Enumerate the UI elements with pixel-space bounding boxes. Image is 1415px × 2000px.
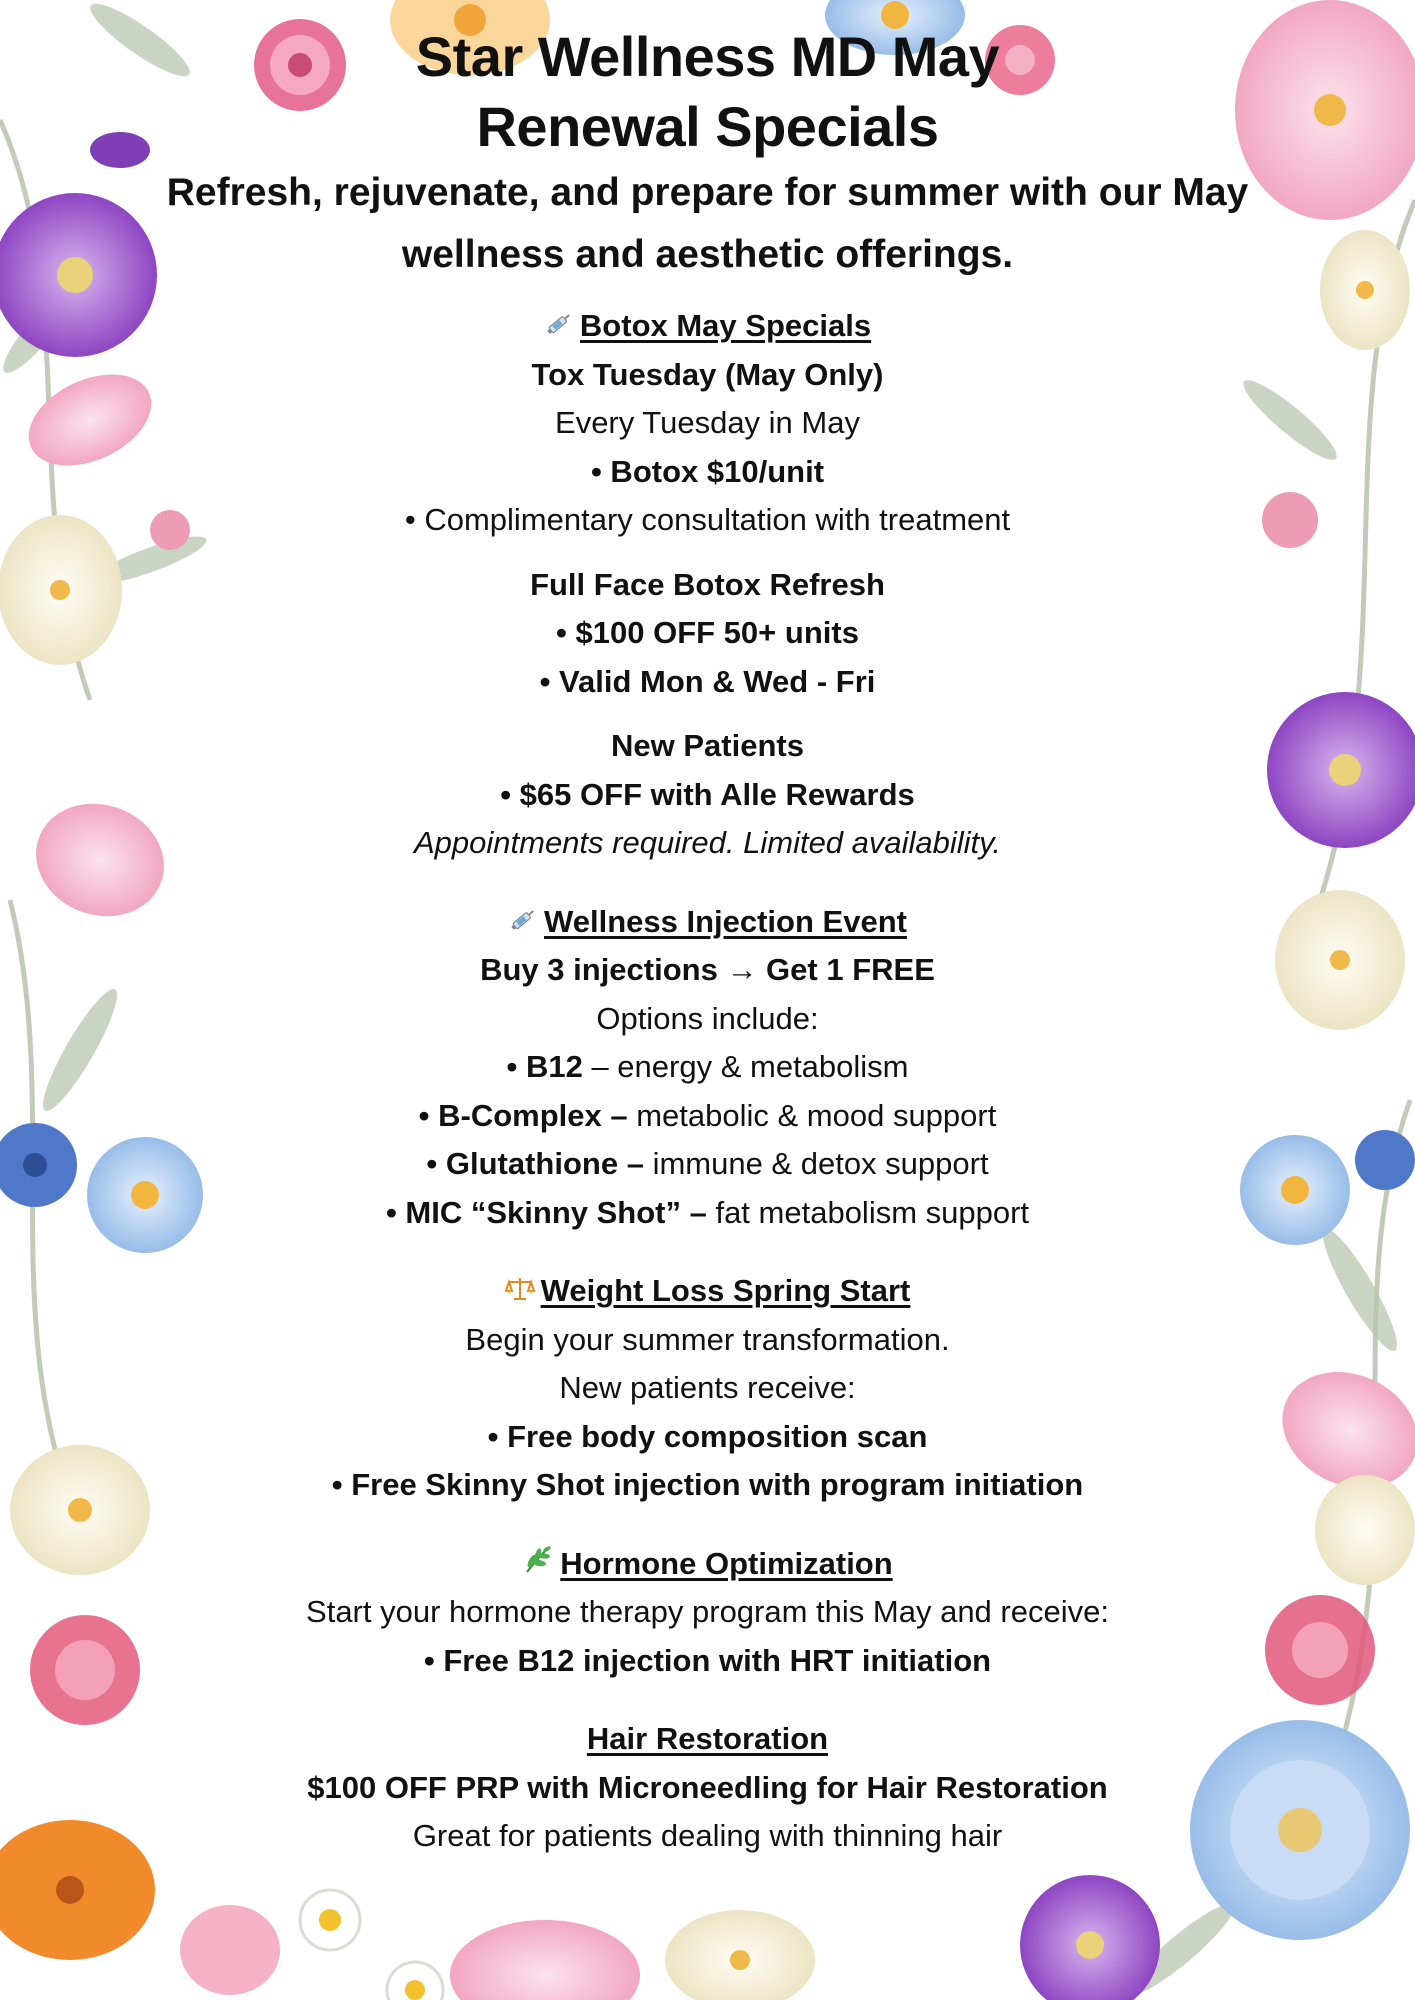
weight-loss-perk-1: • Free body composition scan [487, 1418, 928, 1454]
wellness-option [140, 1092, 1275, 1141]
title-line-2: Renewal Specials [476, 95, 939, 158]
wellness-offer: Buy 3 injections → Get 1 FREE [480, 952, 935, 987]
botox-heading [140, 302, 1275, 351]
option-name: • MIC “Skinny Shot” – [385, 1194, 707, 1230]
weight-loss-line-1: Begin your summer transformation. [465, 1321, 950, 1357]
weight-loss-section [140, 1267, 1275, 1510]
hair-section [140, 1715, 1275, 1861]
subtitle-line-2: wellness and aesthetic offerings. [401, 233, 1014, 276]
herb-icon [522, 1540, 554, 1589]
hormone-heading-text: Hormone Optimization [560, 1545, 893, 1581]
tox-tuesday-when: Every Tuesday in May [555, 405, 860, 440]
wellness-option [140, 1043, 1275, 1092]
tox-tuesday-price: • Botox $10/unit [590, 453, 825, 489]
wellness-section [140, 898, 1275, 1238]
new-patients-offer: • $65 OFF with Alle Rewards [500, 776, 915, 812]
hormone-perk-1: • Free B12 injection with HRT initiation [423, 1642, 992, 1678]
option-name: • B-Complex – [418, 1097, 628, 1133]
page-subtitle [140, 162, 1275, 286]
option-desc: – energy & metabolism [582, 1049, 909, 1084]
option-name: • B12 [506, 1049, 583, 1084]
option-name: • Glutathione – [426, 1146, 644, 1181]
full-face-valid: • Valid Mon & Wed - Fri [539, 663, 876, 699]
hair-heading: Hair Restoration [586, 1721, 829, 1756]
option-desc: metabolic & mood support [627, 1097, 997, 1133]
appointments-note: Appointments required. Limited availability. [413, 825, 1001, 860]
flyer-content [140, 22, 1275, 1861]
new-patients-title: New Patients [611, 728, 804, 763]
syringe-icon [544, 302, 574, 351]
hormone-line-1: Start your hormone therapy program this May and receive: [306, 1594, 1109, 1629]
hair-offer: $100 OFF PRP with Microneedling for Hair Restoration [307, 1769, 1108, 1805]
hormone-heading [140, 1540, 1275, 1589]
botox-section [140, 302, 1275, 868]
option-desc: immune & detox support [643, 1146, 989, 1181]
page-title [140, 22, 1275, 162]
weight-loss-heading-text: Weight Loss Spring Start [540, 1273, 911, 1308]
wellness-heading-text: Wellness Injection Event [544, 903, 907, 939]
wellness-option [140, 1189, 1275, 1238]
hormone-section [140, 1540, 1275, 1686]
weight-loss-perk-2: • Free Skinny Shot injection with program initiation [331, 1467, 1084, 1502]
tox-tuesday-title: Tox Tuesday (May Only) [531, 356, 884, 392]
scale-icon [505, 1267, 535, 1316]
full-face-discount: • $100 OFF 50+ units [556, 615, 859, 650]
botox-heading-text: Botox May Specials [579, 308, 872, 343]
wellness-option [140, 1140, 1275, 1189]
subtitle-line-1: Refresh, rejuvenate, and prepare for summer with our May [166, 171, 1249, 214]
hair-line-1: Great for patients dealing with thinning hair [412, 1818, 1003, 1853]
syringe-icon [508, 898, 538, 947]
wellness-options-label: Options include: [596, 1000, 819, 1036]
weight-loss-line-2: New patients receive: [559, 1370, 856, 1405]
wellness-heading [140, 898, 1275, 947]
full-face-title: Full Face Botox Refresh [530, 566, 885, 602]
option-desc: fat metabolism support [706, 1194, 1030, 1230]
weight-loss-heading [140, 1267, 1275, 1316]
title-line-1: Star Wellness MD May [415, 25, 1000, 88]
tox-tuesday-consult: • Complimentary consultation with treatment [404, 502, 1011, 537]
